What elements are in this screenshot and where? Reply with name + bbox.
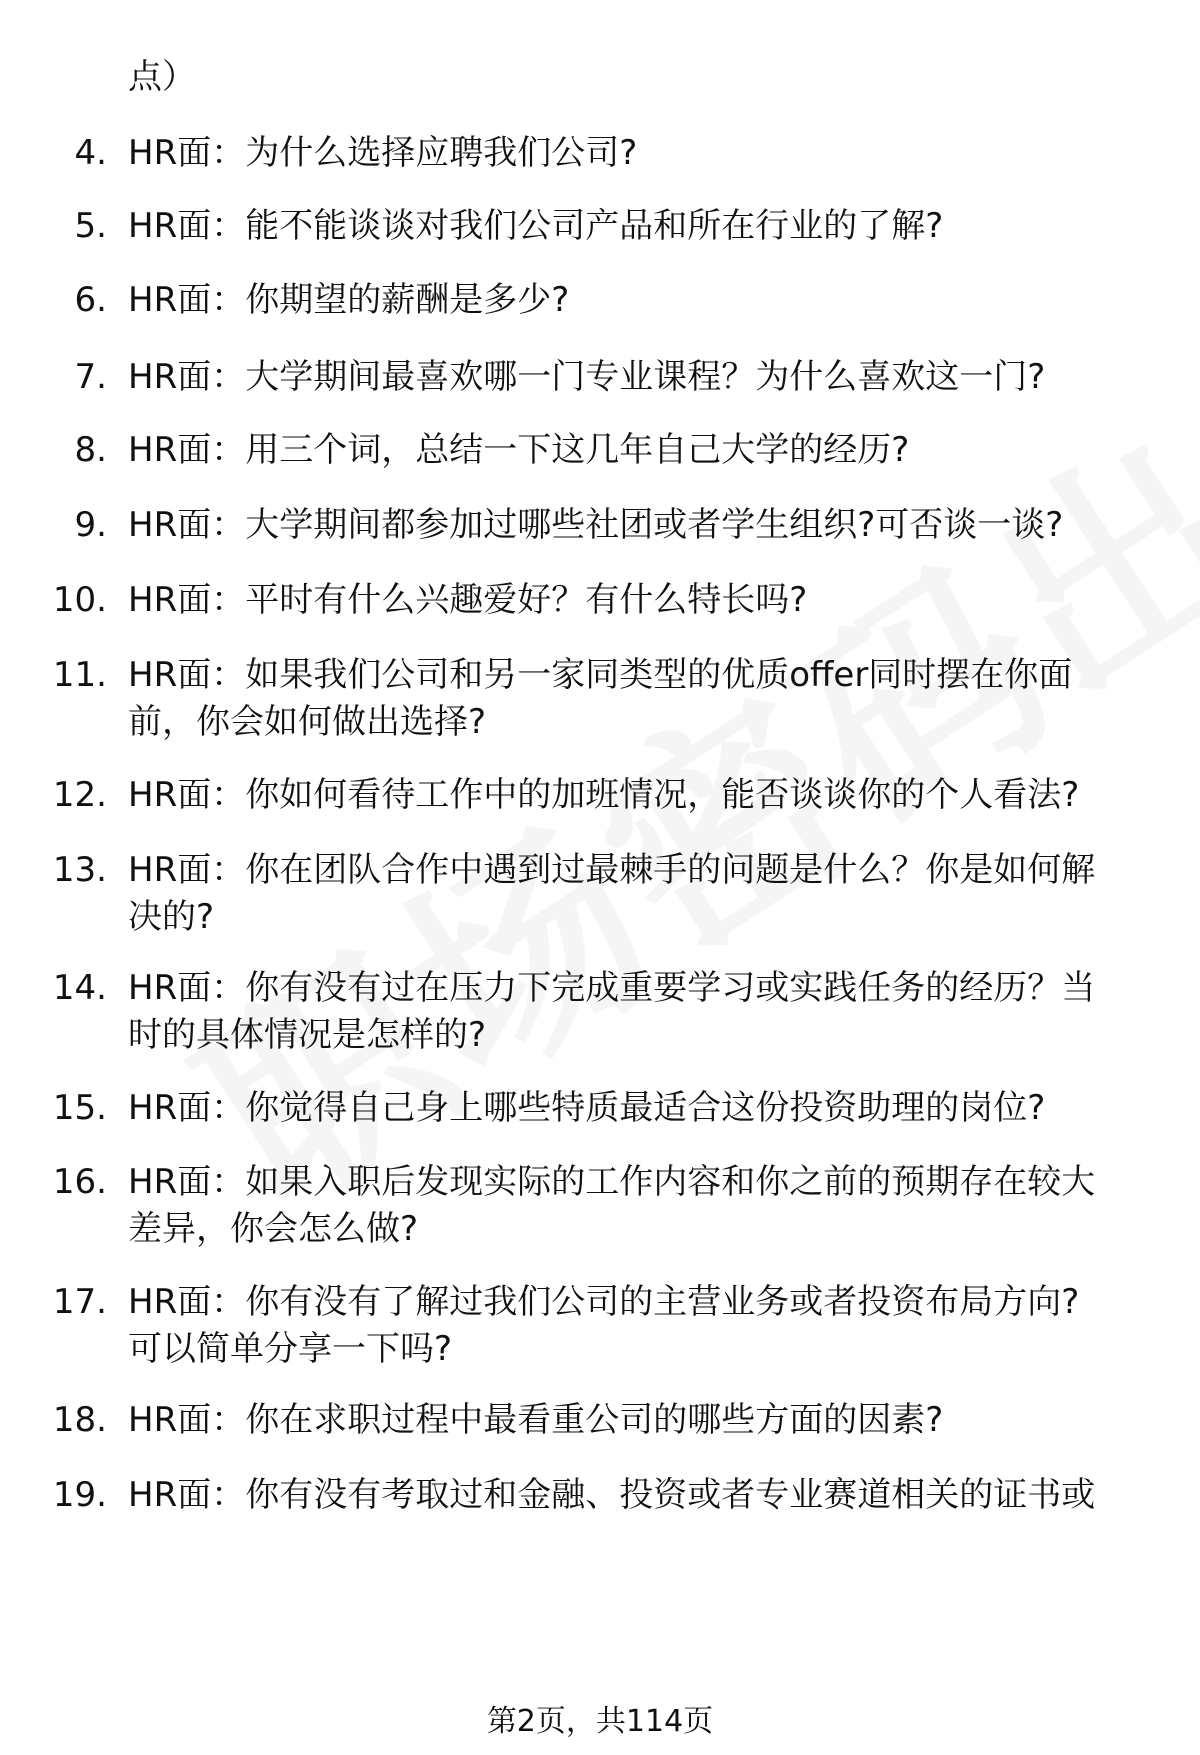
item-number: 5. [74, 206, 107, 246]
fragment-text: 点） [128, 57, 196, 97]
item-text-continuation: 差异，你会怎么做? [128, 1209, 419, 1249]
item-text: HR面：你在求职过程中最看重公司的哪些方面的因素? [128, 1400, 944, 1440]
item-number: 7. [74, 357, 107, 397]
item-number: 6. [74, 280, 107, 320]
item-text: HR面：用三个词，总结一下这几年自己大学的经历? [128, 430, 910, 470]
item-text: HR面：你如何看待工作中的加班情况，能否谈谈你的个人看法? [128, 775, 1080, 815]
item-text: HR面：你有没有了解过我们公司的主营业务或者投资布局方向? [128, 1282, 1080, 1322]
item-text-continuation: 决的? [128, 897, 215, 937]
item-text: HR面：如果入职后发现实际的工作内容和你之前的预期存在较大 [128, 1162, 1096, 1202]
item-number: 10. [52, 580, 107, 620]
item-number: 12. [52, 775, 107, 815]
item-text: HR面：你有没有过在压力下完成重要学习或实践任务的经历？当 [128, 968, 1096, 1008]
item-number: 15. [52, 1088, 107, 1128]
item-text: HR面：你在团队合作中遇到过最棘手的问题是什么？你是如何解 [128, 850, 1096, 890]
item-text-continuation: 时的具体情况是怎样的? [128, 1015, 487, 1055]
item-number: 11. [52, 655, 107, 695]
item-number: 8. [74, 430, 107, 470]
item-text: HR面：平时有什么兴趣爱好？有什么特长吗? [128, 580, 808, 620]
item-number: 4. [74, 133, 107, 173]
item-number: 18. [52, 1400, 107, 1440]
item-number: 17. [52, 1282, 107, 1322]
item-text: HR面：你有没有考取过和金融、投资或者专业赛道相关的证书或 [128, 1475, 1096, 1515]
item-number: 14. [52, 968, 107, 1008]
item-number: 9. [74, 505, 107, 545]
item-text: HR面：如果我们公司和另一家同类型的优质offer同时摆在你面 [128, 655, 1073, 695]
item-text: HR面：大学期间最喜欢哪一门专业课程？为什么喜欢这一门? [128, 357, 1046, 397]
item-number: 19. [52, 1475, 107, 1515]
item-number: 16. [52, 1162, 107, 1202]
item-text: HR面：为什么选择应聘我们公司? [128, 133, 638, 173]
item-text: HR面：你觉得自己身上哪些特质最适合这份投资助理的岗位? [128, 1088, 1046, 1128]
page-footer: 第2页，共114页 [486, 1704, 714, 1739]
item-text: HR面：你期望的薪酬是多少? [128, 280, 570, 320]
item-text-continuation: 前，你会如何做出选择? [128, 702, 487, 742]
item-text: HR面：大学期间都参加过哪些社团或者学生组织?可否谈一谈? [128, 505, 1064, 545]
item-text-continuation: 可以简单分享一下吗? [128, 1329, 453, 1369]
item-text: HR面：能不能谈谈对我们公司产品和所在行业的了解? [128, 206, 944, 246]
item-number: 13. [52, 850, 107, 890]
